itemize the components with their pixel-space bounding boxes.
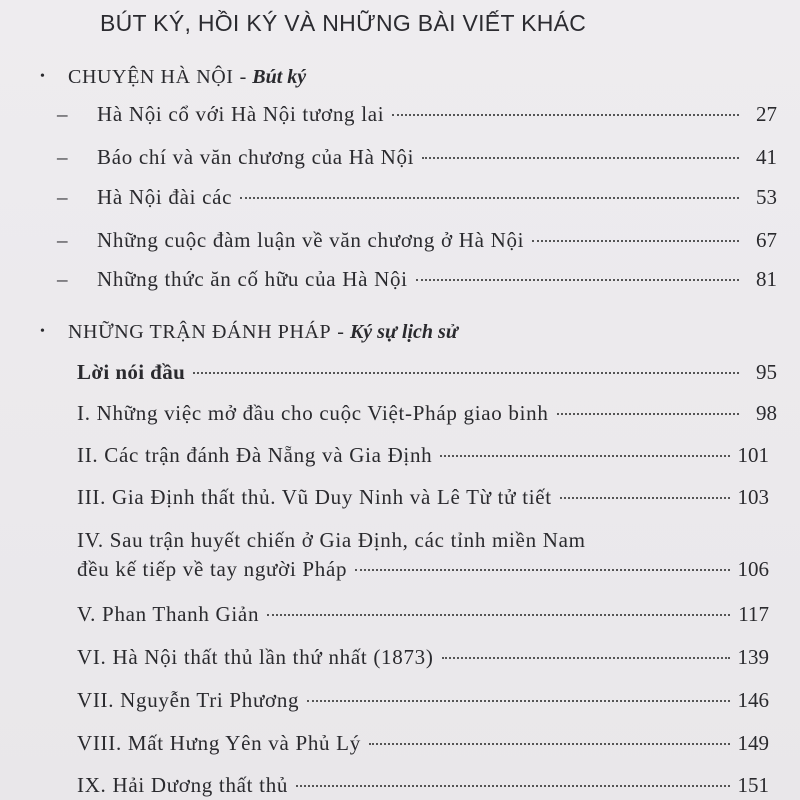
entry-page: 81 — [756, 267, 777, 291]
section-subtitle: Ký sự lịch sử — [349, 320, 458, 343]
toc-entry-multiline — [77, 528, 769, 582]
dot-leader — [392, 114, 739, 116]
entry-page: 103 — [737, 485, 769, 509]
entry-label: I. Những việc mở đầu cho cuộc Việt-Pháp giao binh — [77, 401, 549, 425]
entry-label: Lời nói đầu — [77, 360, 186, 384]
dot-leader — [193, 372, 739, 374]
entry-label: II. Các trận đánh Đà Nẵng và Gia Định — [77, 443, 433, 467]
entry-page: 146 — [737, 688, 769, 712]
entry-label: III. Gia Định thất thủ. Vũ Duy Ninh và Lê Từ tử tiết — [77, 485, 552, 509]
toc-entry — [77, 602, 769, 626]
toc-entry — [77, 360, 777, 384]
section-chuyen-ha-noi — [40, 60, 306, 94]
dot-leader — [369, 743, 730, 745]
toc-entry — [57, 267, 777, 291]
toc-entry — [77, 731, 769, 755]
bullet-icon: • — [40, 69, 45, 84]
dot-leader — [440, 455, 729, 457]
dot-leader — [355, 569, 729, 571]
entry-page: 151 — [737, 773, 769, 797]
entry-page: 98 — [756, 401, 777, 425]
page-heading: BÚT KÝ, HỒI KÝ VÀ NHỮNG BÀI VIẾT KHÁC — [100, 10, 587, 36]
entry-label: V. Phan Thanh Giản — [77, 602, 260, 626]
entry-label-continued: đều kế tiếp về tay người Pháp — [77, 557, 348, 581]
section-separator: - — [239, 65, 247, 88]
entry-label: IV. Sau trận huyết chiến ở Gia Định, các tỉnh miền Nam — [77, 528, 586, 552]
dot-leader — [560, 497, 730, 499]
dot-leader — [240, 197, 739, 199]
entry-page: 53 — [756, 185, 777, 209]
toc-entry — [77, 485, 769, 509]
dot-leader — [532, 240, 739, 242]
dot-leader — [416, 279, 739, 281]
dot-leader — [442, 657, 730, 659]
toc-entry — [77, 401, 777, 425]
dot-leader — [296, 785, 729, 787]
bullet-icon: • — [40, 324, 45, 339]
section-title: CHUYỆN HÀ NỘI — [68, 65, 234, 88]
entry-label: VI. Hà Nội thất thủ lần thứ nhất (1873) — [77, 645, 434, 669]
dash: – — [57, 185, 68, 209]
entry-page: 27 — [756, 102, 777, 126]
toc-entry — [77, 443, 769, 467]
toc-entry — [57, 145, 777, 169]
entry-label: VII. Nguyễn Tri Phương — [77, 688, 300, 712]
entry-page: 95 — [756, 360, 777, 384]
section-separator: - — [337, 320, 344, 343]
entry-page: 41 — [756, 145, 777, 169]
section-subtitle: Bút ký — [252, 65, 307, 88]
toc-entry — [77, 645, 769, 669]
toc-entry — [77, 688, 769, 712]
entry-page: 106 — [737, 557, 769, 581]
entry-label: Những thức ăn cố hữu của Hà Nội — [97, 267, 408, 291]
dot-leader — [307, 700, 729, 702]
dot-leader — [267, 614, 730, 616]
dash: – — [57, 228, 68, 252]
dash: – — [57, 102, 68, 126]
dash: – — [57, 145, 68, 169]
entry-page: 139 — [737, 645, 769, 669]
toc-entry — [77, 773, 769, 797]
toc-entry — [57, 228, 777, 252]
dot-leader — [557, 413, 739, 415]
toc-entry — [57, 185, 777, 209]
section-nhung-tran-danh-phap — [40, 315, 458, 349]
toc-entry — [57, 102, 777, 126]
entry-label: Hà Nội đài các — [97, 185, 233, 209]
section-title: NHỮNG TRẬN ĐÁNH PHÁP — [68, 320, 332, 343]
entry-label: Hà Nội cổ với Hà Nội tương lai — [97, 102, 385, 126]
entry-page: 117 — [738, 602, 769, 626]
entry-label: IX. Hải Dương thất thủ — [77, 773, 289, 797]
dot-leader — [422, 157, 739, 159]
entry-label: VIII. Mất Hưng Yên và Phủ Lý — [77, 731, 361, 755]
entry-page: 149 — [737, 731, 769, 755]
entry-label: Báo chí và văn chương của Hà Nội — [97, 145, 415, 169]
entry-page: 101 — [737, 443, 769, 467]
dash: – — [57, 267, 68, 291]
entry-label: Những cuộc đàm luận về văn chương ở Hà Nội — [97, 228, 525, 252]
entry-page: 67 — [756, 228, 777, 252]
